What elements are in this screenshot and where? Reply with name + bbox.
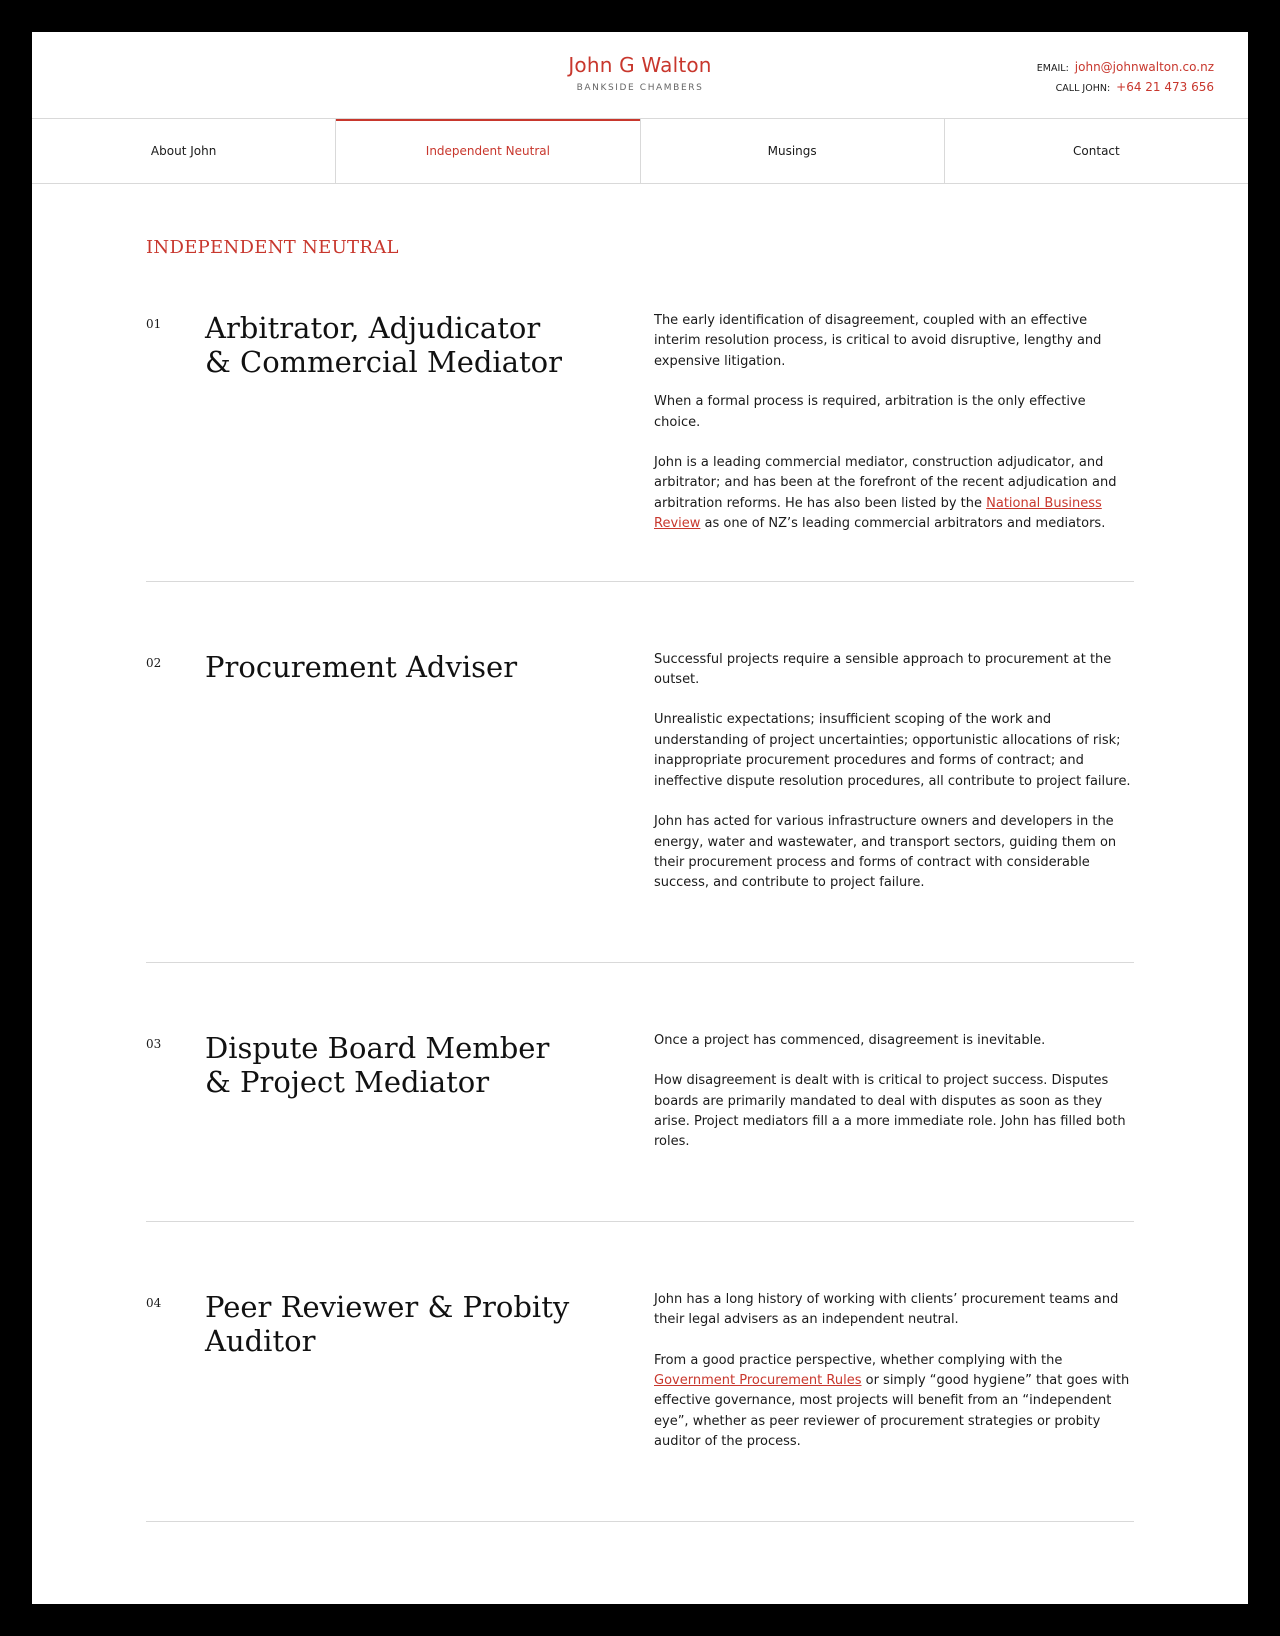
section-body (654, 1031, 1134, 1153)
government-procurement-rules-link[interactable]: Government Procurement Rules (654, 1372, 862, 1388)
section-body (654, 1290, 1134, 1453)
section-title: Dispute Board Member & Project Mediator (205, 1030, 550, 1099)
paragraph: How disagreement is dealt with is critical to project success. Disputes boards are primarily mandated to deal with disputes as soon as they arise. Project mediators fill a a more immediate role. John has filled both roles. (654, 1073, 1126, 1150)
section-body (654, 650, 1134, 894)
nav-independent-neutral[interactable]: Independent Neutral (336, 119, 640, 183)
phone-link[interactable]: +64 21 473 656 (1116, 80, 1214, 94)
nav-musings[interactable]: Musings (641, 119, 945, 183)
contact-block (1037, 58, 1214, 98)
paragraph-text: From a good practice perspective, whether complying with the (654, 1352, 1063, 1368)
email-link[interactable]: john@johnwalton.co.nz (1074, 60, 1214, 74)
section-peer-reviewer (146, 1222, 1134, 1522)
paragraph (654, 1351, 1134, 1453)
paragraph: Once a project has commenced, disagreement is inevitable. (654, 1032, 1046, 1048)
call-label: CALL JOHN: (1055, 83, 1111, 94)
paragraph: The early identification of disagreement, coupled with an effective interim resolution process, is critical to avoid disruptive, lengthy and expensive litigation. (654, 313, 1102, 369)
section-body (654, 311, 1134, 535)
section-procurement-adviser (146, 582, 1134, 963)
section-number: 02 (146, 655, 162, 670)
site-subtitle: BANKSIDE CHAMBERS (576, 83, 704, 93)
section-arbitrator (146, 311, 1134, 582)
paragraph-text: John is a leading commercial mediator, construction adjudicator, and arbitrator; and has been at the forefront of the recent adjudication and arbitration reforms. He has also been listed by the (654, 455, 1117, 511)
paragraph (654, 453, 1134, 535)
section-dispute-board (146, 963, 1134, 1222)
section-number: 01 (146, 317, 162, 331)
national-business-review-link[interactable]: National Business Review (654, 495, 1102, 532)
paragraph: When a formal process is required, arbitration is the only effective choice. (654, 394, 1086, 430)
section-title: Procurement Adviser (205, 649, 518, 684)
main-nav (32, 119, 1248, 184)
nav-contact[interactable]: Contact (1073, 144, 1120, 158)
paragraph: Successful projects require a sensible approach to procurement at the outset. (654, 651, 1112, 688)
paragraph-text: or simply “good hygiene” that goes with effective governance, most projects will benefit from an “independent eye”, whether as peer reviewer of procurement strategies or probity auditor of the process. (654, 1372, 1130, 1450)
section-title: Peer Reviewer & Probity Auditor (205, 1289, 570, 1358)
section-number: 03 (146, 1036, 162, 1051)
phone-line (1037, 78, 1214, 98)
paragraph: Unrealistic expectations; insufficient scoping of the work and understanding of project uncertainties; opportunistic allocations of risk; inappropriate procurement procedures and forms of contract; and ineffective dispute resolution procedures, all contribute to project failure. (654, 712, 1131, 789)
paragraph: John has acted for various infrastructure owners and developers in the energy, water and wastewater, and transport sectors, guiding them on their procurement process and forms of contract with considerable success, and contribute to project failure. (654, 814, 1117, 891)
email-label: EMAIL: (1036, 63, 1069, 74)
paragraph: John has a long history of working with clients’ procurement teams and their legal advisers as an independent neutral. (654, 1291, 1119, 1328)
section-title: Arbitrator, Adjudicator & Commercial Mediator (205, 311, 562, 379)
nav-about-john[interactable]: About John (32, 119, 336, 183)
section-number: 04 (146, 1295, 162, 1310)
email-line (1037, 58, 1214, 78)
browser-frame (32, 32, 1248, 1604)
page-title: INDEPENDENT NEUTRAL (146, 237, 399, 258)
paragraph-text: as one of NZ’s leading commercial arbitrators and mediators. (700, 516, 1106, 532)
site-name[interactable]: John G Walton (568, 53, 712, 77)
site-header (32, 32, 1248, 119)
main-content (32, 236, 1248, 1522)
